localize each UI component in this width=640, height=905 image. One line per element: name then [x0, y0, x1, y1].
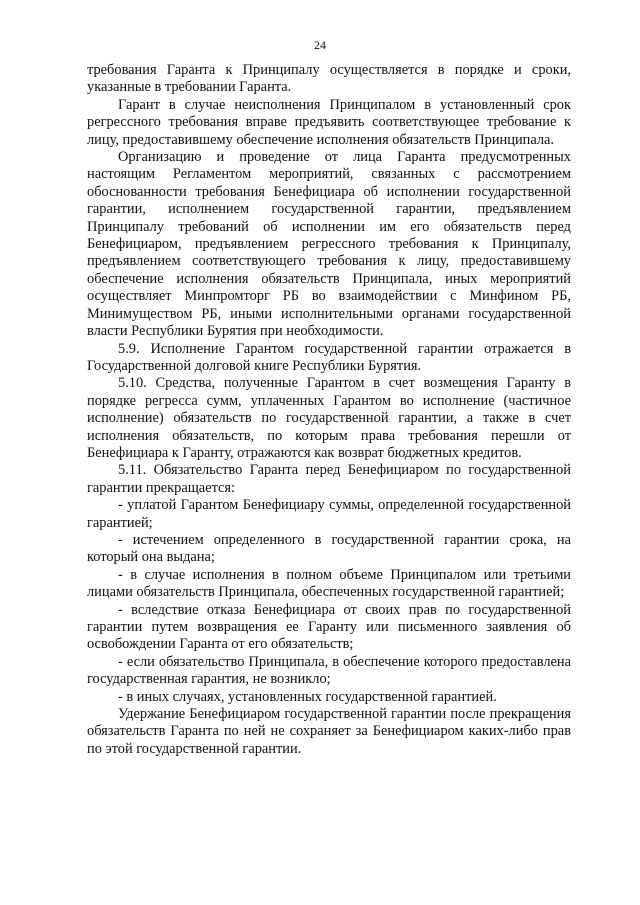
list-item-full-performance: - в случае исполнения в полном объеме Принципалом или третьими лицами обязательств Принципала, обеспеченных государственной гарантией;	[87, 566, 571, 601]
list-item-obligation-not-arisen: - если обязательство Принципала, в обеспечение которого предоставлена государственная гарантия, не возникло;	[87, 653, 571, 688]
paragraph-5-9: 5.9. Исполнение Гарантом государственной гарантии отражается в Государственной долговой книге Республики Бурятия.	[87, 340, 571, 374]
paragraph-retention: Удержание Бенефициаром государственной гарантии после прекращения обязательств Гаранта по ней не сохраняет за Бенефициаром каких-либо прав по этой государственной гарантии.	[87, 706, 571, 757]
paragraph-organization-of-measures: Организацию и проведение от лица Гаранта предусмотренных настоящим Регламентом мероприятий, связанных с рассмотрением обоснованности требования Бенефициара об исполнении государственной гарантии, исполнением государственной гарантии, предъявлением Принципалу требований об исполнении им его обязательств перед Бенефициаром, предъявлением регрессного требования к Принципалу, предъявлением соответствующего требования к лицу, предоставившему обеспечение исполнения обязательств Принципала, иных мероприятий осуществляет Минпромторг РБ во взаимодействии с Минфином РБ, Минимуществом РБ, иными исполнительными органами государственной власти Республики Бурятия при необходимости.	[87, 149, 571, 340]
paragraph-regress-demand: Гарант в случае неисполнения Принципалом в установленный срок регрессного требования вправе предъявить соответствующее требование к лицу, предоставившему обеспечение исполнения обязательств Принципала.	[87, 96, 571, 148]
list-item-refusal: - вследствие отказа Бенефициара от своих прав по государственной гарантии путем возвращения ее Гаранту или письменного заявления об освобождении Гаранта от его обязательств;	[87, 601, 571, 653]
list-item-other-cases: - в иных случаях, установленных государственной гарантией.	[118, 688, 497, 705]
list-item-expiry: - истечением определенного в государственной гарантии срока, на который она выдана;	[87, 531, 571, 566]
page-number: 24	[314, 38, 326, 52]
document-body	[87, 62, 571, 758]
paragraph-5-11: 5.11. Обязательство Гаранта перед Бенефициаром по государственной гарантии прекращается:	[87, 462, 571, 496]
list-item-payment: - уплатой Гарантом Бенефициару суммы, определенной государственной гарантией;	[87, 497, 571, 531]
paragraph-guarantor-demand-order: требования Гаранта к Принципалу осуществляется в порядке и сроки, указанные в требовании Гаранта.	[87, 62, 571, 96]
paragraph-5-10: 5.10. Средства, полученные Гарантом в счет возмещения Гаранту в порядке регресса сумм, уплаченных Гарантом во исполнение (частичное исполнение) обязательств по государственной гарантии, а также в счет исполнения обязательств, по которым права требования перешли от Бенефициара к Гаранту, отражаются как возврат бюджетных кредитов.	[87, 375, 571, 461]
